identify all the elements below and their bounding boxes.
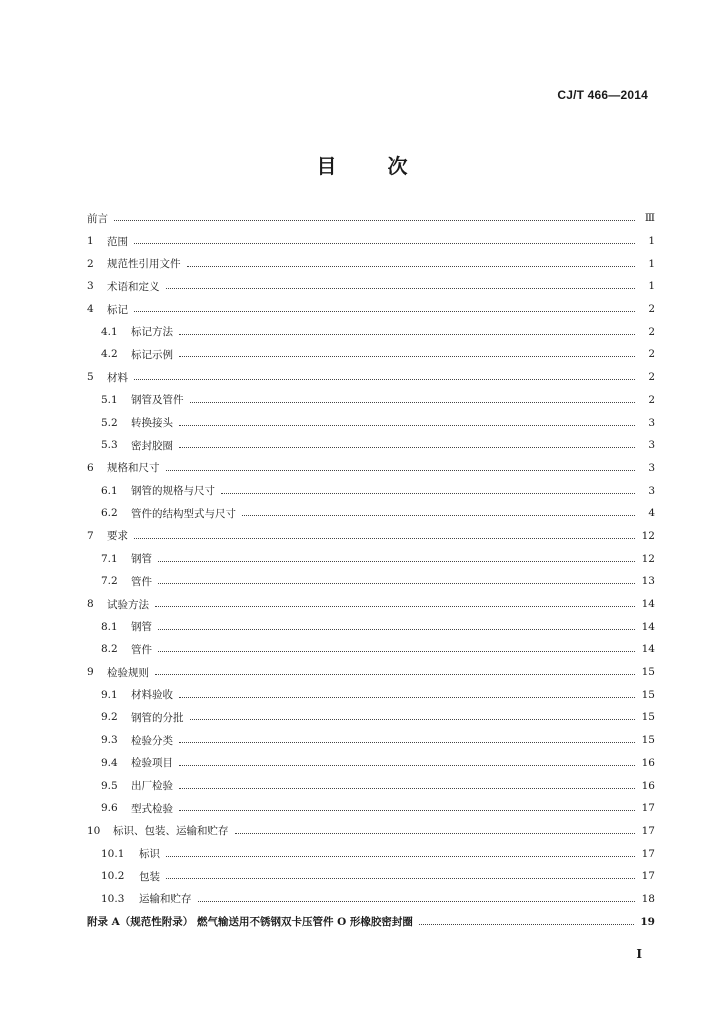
toc-entry-number: 9.3: [101, 734, 118, 747]
toc-entry-page: 2: [648, 348, 655, 361]
toc-entry-page: 2: [648, 325, 655, 338]
toc-entry-label: 标记示例: [131, 348, 173, 361]
toc-entry-page: 3: [648, 484, 655, 497]
dot-leader: [179, 333, 635, 335]
toc-entry-page: 16: [641, 756, 655, 769]
toc-entry-number: 8: [87, 598, 94, 611]
dot-leader: [198, 900, 636, 902]
toc-entry: [87, 888, 655, 911]
toc-entry-label: 标识: [139, 848, 160, 861]
page-number: I: [636, 947, 642, 961]
toc-entry-label: 规格和尺寸: [107, 462, 160, 475]
toc-entry-number: 4.2: [101, 348, 118, 361]
dot-leader: [166, 469, 636, 471]
toc-entry: [87, 320, 655, 343]
toc-entry-number: 6: [87, 461, 94, 474]
dot-leader: [134, 537, 635, 539]
toc-entry: [87, 797, 655, 820]
toc-entry: [87, 547, 655, 570]
toc-entry-label: 附录 A（规范性附录） 燃气输送用不锈钢双卡压管件 O 形橡胶密封圈: [87, 916, 413, 929]
toc-entry-page: 14: [641, 598, 655, 611]
toc-entry: [87, 661, 655, 684]
toc-entry-label: 术语和定义: [107, 280, 160, 293]
toc-entry-label: 管件的结构型式与尺寸: [131, 507, 236, 520]
toc-entry-number: 7: [87, 529, 94, 542]
toc-entry: [87, 366, 655, 389]
toc-entry-page: 15: [641, 711, 655, 724]
toc-entry-label: 钢管的分批: [131, 711, 184, 724]
toc-entry-number: 10.1: [101, 847, 125, 860]
toc-entry-label: 出厂检验: [131, 780, 173, 793]
toc-entry-label: 检验分类: [131, 734, 173, 747]
toc-entry: [87, 752, 655, 775]
toc-entry-number: 9.6: [101, 802, 118, 815]
toc-entry-number: 7.2: [101, 575, 118, 588]
toc-entry-page: 12: [641, 529, 655, 542]
dot-leader: [179, 355, 635, 357]
toc-entry: [87, 411, 655, 434]
dot-leader: [179, 741, 635, 743]
toc-entry-label: 前言: [87, 212, 108, 225]
toc-entry-label: 标记: [107, 303, 128, 316]
toc-entry-label: 钢管及管件: [131, 394, 184, 407]
toc-entry-page: 15: [641, 688, 655, 701]
toc-entry: [87, 593, 655, 616]
standard-code: CJ/T 466—2014: [557, 88, 648, 102]
toc-entry: [87, 638, 655, 661]
dot-leader: [179, 424, 635, 426]
toc-entry: [87, 207, 655, 230]
toc-entry-page: 2: [648, 371, 655, 384]
toc-entry-label: 检验项目: [131, 757, 173, 770]
toc-entry-page: 2: [648, 393, 655, 406]
toc-entry-label: 包装: [139, 870, 160, 883]
toc-entry: [87, 502, 655, 525]
dot-leader: [158, 628, 635, 630]
dot-leader: [158, 650, 635, 652]
toc-entry-page: 12: [641, 552, 655, 565]
dot-leader: [166, 877, 635, 879]
toc-entry-page: 15: [641, 734, 655, 747]
dot-leader: [187, 265, 636, 267]
toc-entry-label: 管件: [131, 575, 152, 588]
dot-leader: [134, 378, 635, 380]
toc-entry-page: 17: [641, 847, 655, 860]
dot-leader: [242, 514, 635, 516]
toc-entry-number: 2: [87, 257, 94, 270]
toc-entry-label: 钢管: [131, 621, 152, 634]
toc-entry-label: 转换接头: [131, 417, 173, 430]
title-char-1: 目: [316, 154, 337, 178]
toc-entry-label: 材料: [107, 371, 128, 384]
toc-entry: [87, 774, 655, 797]
dot-leader: [179, 696, 635, 698]
toc-entry-label: 范围: [107, 235, 128, 248]
toc-entry-number: 5.3: [101, 439, 118, 452]
toc-entry-label: 规范性引用文件: [107, 258, 181, 271]
toc-entry-page: 17: [641, 870, 655, 883]
dot-leader: [158, 582, 635, 584]
toc-entry-page: 3: [648, 416, 655, 429]
toc-entry: [87, 820, 655, 843]
toc-entry-number: 9.5: [101, 779, 118, 792]
toc-entry: [87, 729, 655, 752]
toc-entry-label: 型式检验: [131, 802, 173, 815]
toc-entry-number: 10.2: [101, 870, 125, 883]
toc-entry: [87, 252, 655, 275]
toc-entry-label: 钢管的规格与尺寸: [131, 485, 215, 498]
toc-entry-number: 10.3: [101, 892, 125, 905]
toc-entry-number: 10: [87, 824, 101, 837]
toc-entry-page: 1: [648, 257, 655, 270]
toc-entry-page: 16: [641, 779, 655, 792]
toc-entry-page: 4: [648, 507, 655, 520]
dot-leader: [190, 718, 636, 720]
toc-entry: [87, 706, 655, 729]
toc-entry-page: 2: [648, 303, 655, 316]
toc-entry-label: 管件: [131, 643, 152, 656]
toc-entry-label: 运输和贮存: [139, 893, 192, 906]
toc-entry-label: 密封胶圈: [131, 439, 173, 452]
toc-entry: [87, 570, 655, 593]
toc-entry-label: 材料验收: [131, 689, 173, 702]
toc-entry-page: 17: [641, 824, 655, 837]
toc-entry: [87, 525, 655, 548]
dot-leader: [221, 492, 635, 494]
toc-entry-page: Ⅲ: [644, 212, 655, 225]
toc-entry-page: 14: [641, 620, 655, 633]
table-of-contents: [87, 207, 655, 933]
dot-leader: [134, 310, 635, 312]
toc-entry-number: 9.4: [101, 756, 118, 769]
toc-entry: [87, 842, 655, 865]
toc-entry: [87, 275, 655, 298]
toc-entry-label: 标记方法: [131, 326, 173, 339]
toc-entry: [87, 910, 655, 933]
dot-leader: [166, 287, 636, 289]
toc-entry-number: 3: [87, 280, 94, 293]
dot-leader: [179, 764, 635, 766]
toc-entry-label: 要求: [107, 530, 128, 543]
toc-entry-number: 6.2: [101, 507, 118, 520]
toc-entry-number: 9.2: [101, 711, 118, 724]
toc-entry-number: 5: [87, 371, 94, 384]
toc-entry-label: 试验方法: [107, 598, 149, 611]
toc-entry: [87, 434, 655, 457]
toc-entry-page: 17: [641, 802, 655, 815]
toc-entry-page: 14: [641, 643, 655, 656]
toc-entry-number: 1: [87, 235, 94, 248]
dot-leader: [179, 446, 635, 448]
toc-entry-number: 9: [87, 666, 94, 679]
dot-leader: [179, 787, 635, 789]
dot-leader: [155, 673, 635, 675]
toc-entry-number: 5.1: [101, 393, 118, 406]
toc-entry-page: 3: [648, 461, 655, 474]
toc-entry-number: 4.1: [101, 325, 118, 338]
dot-leader: [155, 605, 635, 607]
toc-entry-number: 8.1: [101, 620, 118, 633]
toc-entry-page: 13: [641, 575, 655, 588]
toc-entry-page: 19: [640, 915, 655, 928]
toc-entry: [87, 389, 655, 412]
toc-entry-page: 15: [641, 666, 655, 679]
toc-entry: [87, 343, 655, 366]
toc-entry-number: 9.1: [101, 688, 118, 701]
dot-leader: [114, 219, 635, 221]
toc-entry-label: 标识、包装、运输和贮存: [113, 825, 229, 838]
toc-entry-number: 4: [87, 303, 94, 316]
dot-leader: [166, 855, 635, 857]
toc-entry: [87, 683, 655, 706]
dot-leader: [134, 242, 635, 244]
toc-entry-number: 8.2: [101, 643, 118, 656]
toc-entry-page: 1: [648, 280, 655, 293]
toc-entry: [87, 457, 655, 480]
toc-entry-page: 3: [648, 439, 655, 452]
dot-leader: [419, 923, 634, 925]
toc-entry: [87, 479, 655, 502]
toc-entry-label: 钢管: [131, 553, 152, 566]
toc-entry: [87, 615, 655, 638]
toc-entry-number: 6.1: [101, 484, 118, 497]
toc-entry-number: 7.1: [101, 552, 118, 565]
title-char-2: 次: [387, 154, 408, 178]
toc-entry-page: 1: [648, 235, 655, 248]
page-title: [0, 150, 724, 179]
toc-entry: [87, 230, 655, 253]
toc-entry: [87, 298, 655, 321]
dot-leader: [179, 809, 635, 811]
toc-entry: [87, 865, 655, 888]
dot-leader: [235, 832, 636, 834]
toc-entry-page: 18: [641, 892, 655, 905]
dot-leader: [158, 560, 635, 562]
toc-entry-label: 检验规则: [107, 666, 149, 679]
toc-entry-number: 5.2: [101, 416, 118, 429]
dot-leader: [190, 401, 636, 403]
